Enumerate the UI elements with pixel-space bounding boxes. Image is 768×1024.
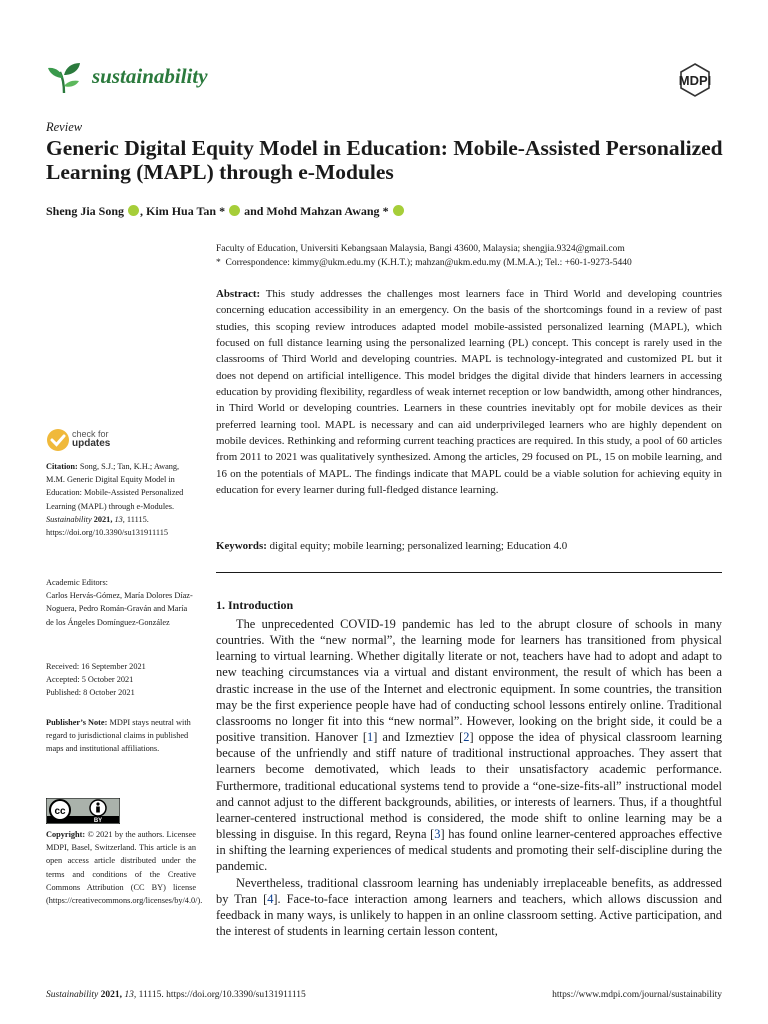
publisher-name: MDPI — [678, 73, 712, 88]
orcid-icon[interactable] — [128, 205, 139, 216]
publication-dates — [46, 660, 196, 700]
orcid-icon[interactable] — [229, 205, 240, 216]
correspondence: * Correspondence: kimmy@ukm.edu.my (K.H.T.); mahzan@ukm.edu.my (M.M.A.); Tel.: +60-1-9273-5440 — [216, 258, 632, 268]
mdpi-logo-icon[interactable] — [666, 62, 724, 98]
citation-volume: 13, — [114, 514, 125, 524]
accepted-date: Accepted: 5 October 2021 — [46, 675, 134, 685]
journal-name[interactable]: sustainability — [92, 64, 208, 88]
updates-label: updates — [72, 438, 111, 449]
citation-block — [46, 460, 196, 539]
check-for-updates-badge[interactable] — [46, 428, 118, 454]
footer-journal-url[interactable]: https://www.mdpi.com/journal/sustainability — [552, 990, 722, 1000]
citation-link[interactable]: 2 — [463, 730, 470, 745]
section-heading: 1. Introduction — [216, 598, 294, 612]
copyright-label: Copyright: — [46, 830, 86, 839]
keywords — [216, 538, 722, 554]
author-separator: and — [241, 204, 267, 218]
copyright-text: © 2021 by the authors. Licensee MDPI, Basel, Switzerland. This article is an open access article distributed under the terms and conditions of the Creative Commons Attribution (CC BY) license (https://creativecommons.org/licenses/by/4.0/). — [46, 830, 203, 906]
author-name[interactable]: Sheng Jia Song — [46, 204, 125, 218]
editors-names: Carlos Hervás-Gómez, María Dolores Díaz-Noguera, Pedro Román-Graván and María de los Ángeles Domínguez-González — [46, 591, 193, 627]
author-list — [46, 204, 405, 219]
author-marker: * — [216, 204, 226, 218]
citation-link[interactable]: 3 — [434, 827, 441, 842]
paragraph: The unprecedented COVID-19 pandemic has led to the abrupt closure of schools in many countries. With the “new normal”, the learning mode for learners has transitioned from physical learning to virtual learning. Whether digitally literate or not, teachers have had to adopt and adapt to new teaching circumstances via a virtual and distant environment, the result of which has been a drastic increase in the use of the Internet and electronic equipment. In some countries, the transition may be the first experience people have had of conducting school lessons entirely online. Traditional classrooms no longer fit into this “new normal”. However, looking on the bright side, it could be a positive transition. Hanover [1] and Izmeztiev [2] oppose the idea of physical classroom learning because of the unfriendly and stiff nature of traditional instructional approaches. They assert that learners become demotivated, which leads to their unsatisfactory academic performance. Furthermore, traditional educational systems tend to provide a “one-size-fits-all” instructional model and cannot adjust to the different backgrounds, abilities, or interests of learners. Thus, if a thoughtful learner-centered instructional method is considered, the mode shift to online learning may be a blessing in disguise. In this regard, Reyna [3] has found online learner-centered approaches effective in shifting the learning experiences of medical students and promoting their self-discipline during the pandemic. — [216, 617, 723, 874]
citation-doi[interactable]: 11115. https://doi.org/10.3390/su131911115 — [46, 514, 169, 538]
footer-year: 2021, — [100, 990, 122, 1000]
author-name[interactable]: Kim Hua Tan — [146, 204, 217, 218]
abstract-divider — [216, 572, 722, 573]
citation-year: 2021, — [93, 514, 113, 524]
author-name[interactable]: Mohd Mahzan Awang — [266, 204, 380, 218]
keywords-text: digital equity; mobile learning; personalized learning; Education 4.0 — [269, 540, 568, 552]
paragraph: Nevertheless, traditional classroom learning has undeniably irreplaceable benefits, as addressed by Tran [4]. Face-to-face interaction among learners and teachers, which allows discussion and feedback in many ways, is unlikely to happen in an online classroom setting. Active participation, and the interest of students in learning certain lesson content, — [216, 875, 722, 938]
publisher-note-label: Publisher’s Note: — [46, 718, 108, 727]
creative-commons-by-license-icon[interactable] — [46, 798, 120, 824]
published-date: Published: 8 October 2021 — [46, 688, 135, 698]
footer-journal: Sustainability — [46, 990, 99, 1000]
editors-label: Academic Editors: — [46, 578, 108, 587]
publisher-note-text: MDPI stays neutral with regard to jurisdictional claims in published maps and institutional affiliations. — [46, 718, 191, 754]
author-marker: * — [379, 204, 389, 218]
citation-link[interactable]: 4 — [267, 891, 274, 906]
orcid-icon[interactable] — [393, 205, 404, 216]
abstract — [216, 286, 722, 498]
footer-citation — [46, 990, 306, 1000]
citation-journal: Sustainability — [46, 514, 92, 524]
body-text — [216, 616, 722, 939]
article-title: Generic Digital Equity Model in Education: Mobile-Assisted Personalized Learning (MAPL) through e-Modules — [46, 136, 723, 184]
copyright-notice — [46, 828, 203, 907]
academic-editors — [46, 576, 196, 629]
check-for-updates-icon — [46, 428, 70, 452]
citation-link[interactable]: 1 — [366, 730, 374, 745]
check-for-label: check for — [72, 429, 109, 439]
footer-doi[interactable]: 11115. https://doi.org/10.3390/su131911115 — [138, 990, 306, 1000]
abstract-label: Abstract: — [216, 288, 261, 300]
sustainability-leaf-logo-icon — [46, 60, 82, 94]
author-separator: , — [140, 204, 147, 218]
received-date: Received: 16 September 2021 — [46, 662, 146, 671]
affiliations — [216, 242, 736, 270]
footer-volume: 13, — [124, 990, 137, 1000]
citation-text: Song, S.J.; Tan, K.H.; Awang, M.M. Generic Digital Equity Model in Education: Mobile-Assisted Personalized Learning (MAPL) through e-Modules. — [46, 462, 184, 511]
affiliation: Faculty of Education, Universiti Kebangsaan Malaysia, Bangi 43600, Malaysia; shengjia.9324@gmail.com — [216, 244, 625, 254]
svg-text:cc: cc — [54, 806, 66, 817]
publisher-note — [46, 716, 196, 756]
keywords-label: Keywords: — [216, 540, 267, 552]
citation-label: Citation: — [46, 462, 78, 471]
article-type: Review — [46, 120, 83, 134]
abstract-text: This study addresses the challenges most learners face in Third World and developing countries concerning education accessibility in an emergency. On the basis of the shortcomings found in a review of past studies, this scoping review introduces adapted model mobile-assisted personalized learning (MAPL), which focused on full distance learning using the personalized learning (PL) concept. This concept is rarely used in the classrooms of Third World and developing countries. MAPL is technology-integrated and customized PL but it does not depend on artificial intelligence. This model bridges the digital divide that hinders learners in accessing education by providing flexibility, regardless of weak internet reception or low bandwidth, among other hindrances, in Third World or developing countries. Learners in these countries inevitably opt for mobile devices as their preferred learning tool. MAPL is necessary and can aid underprivileged learners who are highly dependent on mobile devices. Rethinking and reforming current teaching practices are required. In this study, a pool of 60 articles from 2011 to 2021 was qualitatively synthesized. Among the articles, 29 focused on PL, 15 on mobile learning, and 16 on the potentials of MAPL. The findings indicate that MAPL could be a viable solution for achieving equity in education for every learner during full-fledged distance learning. — [216, 288, 722, 497]
cc-by-label: BY — [93, 818, 103, 824]
